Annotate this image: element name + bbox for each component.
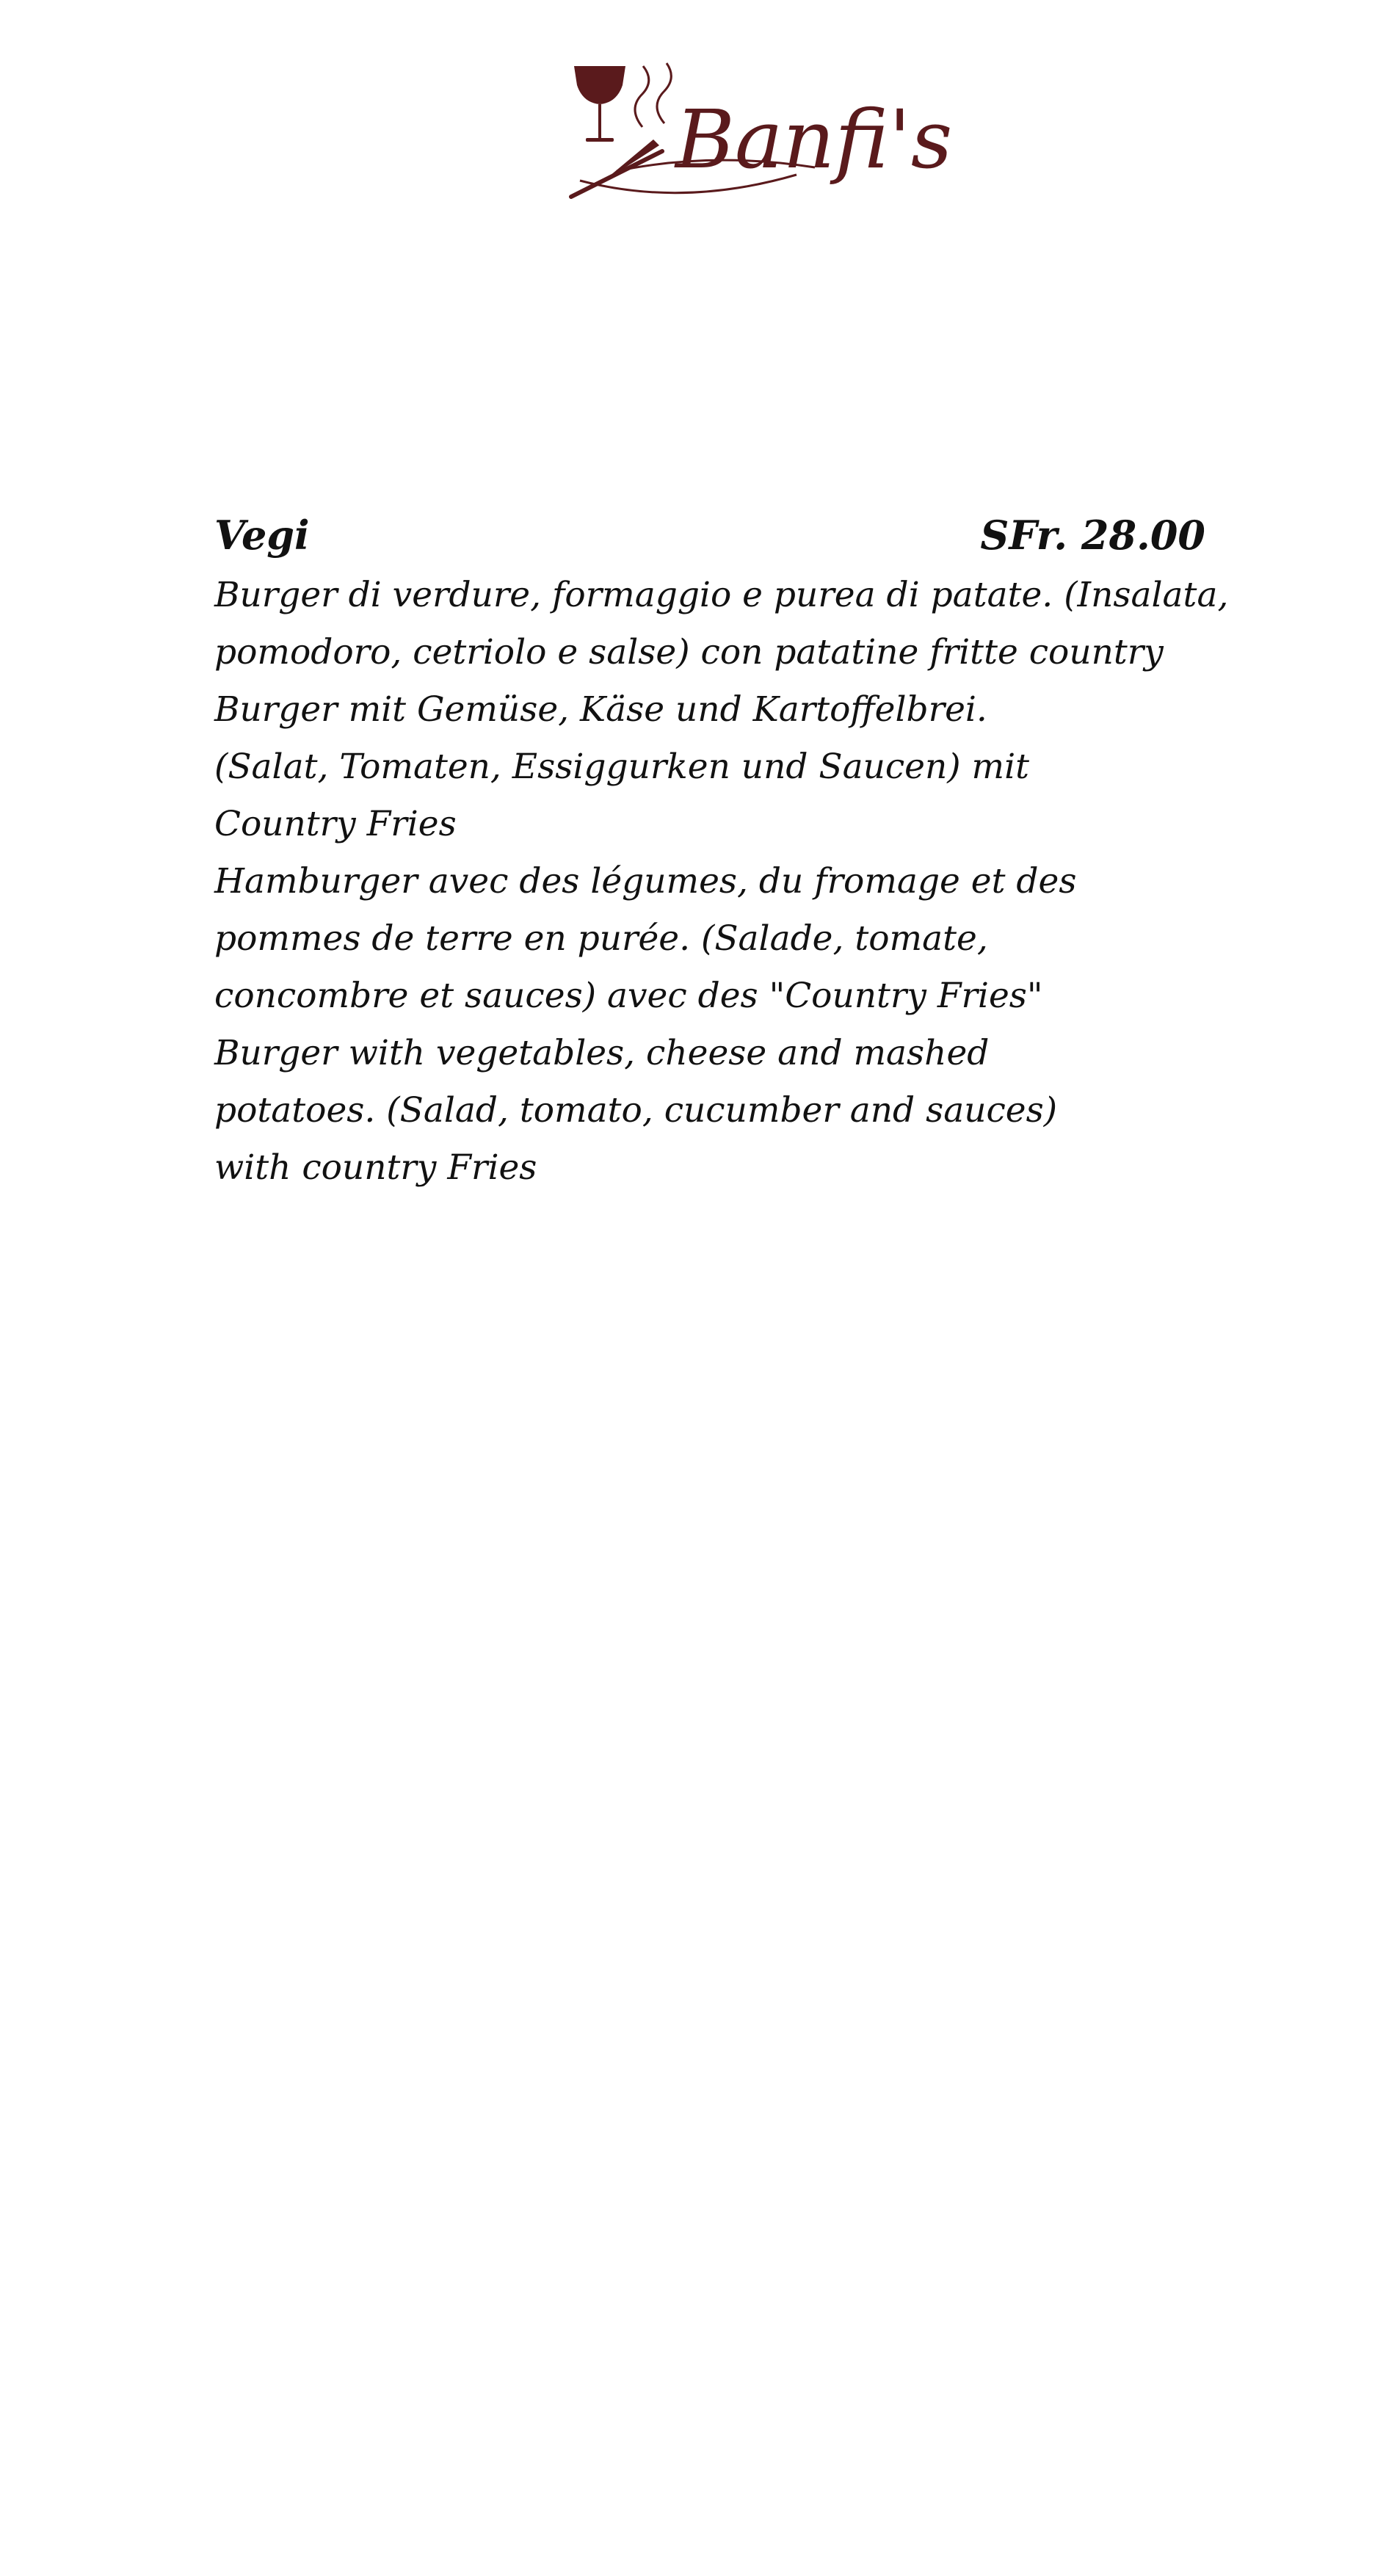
description-line: with country Fries [214,1147,537,1188]
description-line: Burger mit Gemüse, Käse und Kartoffelbrei. [214,689,987,730]
steam-swirl-icon [635,63,671,127]
wine-glass-icon [574,66,625,142]
description-line: Burger di verdure, formaggio e purea di patate. (Insalata, [214,575,1229,615]
logo-wordmark: Banfi's [675,92,953,186]
description-line: Country Fries [214,804,457,844]
description-line: (Salat, Tomaten, Essiggurken und Saucen) mit [214,747,1030,787]
menu-item-description [214,567,1229,1197]
menu-item-header [214,507,1205,564]
restaurant-logo [565,57,953,211]
menu-item-name: Vegi [214,512,310,559]
description-line: Hamburger avec des légumes, du fromage et des [214,861,1077,901]
description-line: pomodoro, cetriolo e salse) con patatine fritte country [214,632,1164,672]
description-line: Burger with vegetables, cheese and mashed [214,1033,990,1073]
description-line: concombre et sauces) avec des "Country Fries" [214,976,1043,1016]
menu-item [214,507,1229,1197]
description-line: potatoes. (Salad, tomato, cucumber and sauces) [214,1090,1058,1131]
description-line: pommes de terre en purée. (Salade, tomate, [214,918,988,959]
menu-item-price: SFr. 28.00 [980,512,1205,559]
